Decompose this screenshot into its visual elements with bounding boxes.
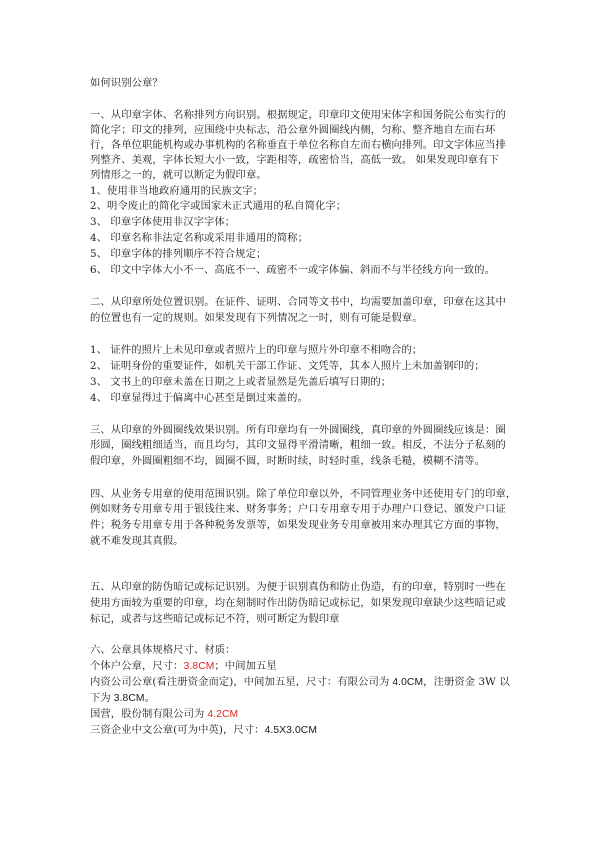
section4-line: 例如财务专用章专用于银钱往来、财务事务；户口专用章专用于办理户口登记、颁发户口证 — [90, 503, 506, 515]
spec-line-domestic-cont — [90, 691, 155, 706]
spec-size: 4.5X3.0CM — [264, 725, 318, 736]
spec-note: ，注册资金 3W 以 — [423, 676, 510, 688]
spec-label: 国营，股份制有限公司为 — [90, 708, 205, 720]
section5-line: 五、从印章的防伪暗记或标记识别。为便于识别真伪和防止伪造，有的印章，特别时一些在 — [90, 581, 506, 593]
spec-label: 个体户公章，尺寸： — [90, 660, 184, 672]
document-page — [90, 0, 518, 850]
section2-line: 二、从印章所处位置识别。在证件、证明、合同等文书中，均需要加盖印章，印章在这其中 — [90, 296, 506, 308]
spec-size: 4.0CM — [389, 677, 424, 688]
spec-note: 。 — [144, 692, 155, 704]
section2-list-item: 2、 证明身份的重要证件，如机关干部工作证、文凭等，其本人照片上未加盖钢印的； — [90, 360, 485, 372]
section1-line: 行，各单位职能机构或办事机构的名称垂直于单位名称自左而右横向排列。印文字体应当排 — [90, 139, 506, 151]
section1-line: 一、从印章字体、名称排列方向识别。根据规定，印章印文使用宋体字和国务院公布实行的 — [90, 109, 506, 121]
section2-list-item: 1、 证件的照片上未见印章或者照片上的印章与照片外印章不相吻合的； — [90, 344, 423, 356]
section1-line: 列情形之一的，就可以断定为假印章。 — [90, 169, 267, 181]
spec-label: 内资公司公章(看注册资金而定)，中间加五星，尺寸：有限公司为 — [90, 676, 390, 688]
section1-list-item: 2、明令废止的简化字或国家未正式通用的私自简化字； — [90, 200, 347, 212]
section2-list-item: 4、 印章显得过于偏离中心甚至是倒过来盖的。 — [90, 392, 308, 404]
spec-label: 三资企业中文公章(可为中英)，尺寸： — [90, 724, 265, 736]
section6-heading: 六、公章具体规格尺寸、材质： — [90, 644, 236, 656]
spec-label: 下为 — [90, 692, 111, 704]
spec-line-foreign — [90, 723, 317, 738]
spec-line-state-owned — [90, 707, 238, 722]
spec-note: ；中间加五星 — [214, 660, 277, 672]
document-title: 如何识别公章？ — [90, 77, 163, 89]
section5-line: 使用方面较为重要的印章，均在刻制时作出防伪暗记或标记，如果发现印章缺少这些暗记或 — [90, 597, 506, 609]
spec-line-individual — [90, 659, 277, 674]
section4-line: 件；税务专用章专用于各种税务发票等，如果发现业务专用章被用来办理其它方面的事物， — [90, 519, 506, 531]
section1-line: 简化字；印文的排列，应围绕中央标志，沿公章外圆圈线内侧，匀称、整齐地自左而右环 — [90, 124, 496, 136]
section1-list-item: 4、 印章名称非法定名称或采用非通用的简称； — [90, 232, 308, 244]
spec-size: 3.8CM — [110, 693, 145, 704]
section1-list-item: 1、使用非当地政府通用的民族文字； — [90, 185, 264, 197]
section1-list-item: 5、 印章字体的排列顺序不符合规定； — [90, 248, 267, 260]
section3-line: 假印章，外圆圈粗细不均，圆圈不圆，时断时续，时轻时重，线条毛糙，模糊不清等。 — [90, 455, 486, 467]
spec-size-highlight: 4.2CM — [204, 709, 239, 720]
section1-list-item: 3、 印章字体使用非汉字字体； — [90, 216, 236, 228]
section4-line: 四、从业务专用章的使用范围识别。除了单位印章以外，不同管理业务中还使用专门的印章， — [90, 488, 517, 500]
spec-line-domestic — [90, 675, 510, 690]
section4-line: 就不难发现其真假。 — [90, 535, 184, 547]
section5-line: 标记，或者与这些暗记或标记不符，则可断定为假印章 — [90, 613, 340, 625]
section3-line: 形圆，圈线粗细适当，而且均匀，其印文显得平滑清晰，粗细一致。相反，不法分子私刻的 — [90, 439, 506, 451]
section1-list-item: 6、 印文中字体大小不一、高底不一、疏密不一或字体偏、斜而不与半径线方向一致的。 — [90, 264, 496, 276]
section3-line: 三、从印章的外圆圈线效果识别。所有印章均有一外圆圈线，真印章的外圆圈线应该是：圈 — [90, 424, 506, 436]
section2-line: 的位置也有一定的规则。如果发现有下列情况之一时，则有可能是假章。 — [90, 312, 423, 324]
spec-size-highlight: 3.8CM — [183, 661, 215, 672]
section1-line: 列整齐、美观，字体长短大小一致，字距相等，疏密恰当，高低一致。 如果发现印章有下 — [90, 154, 499, 166]
section2-list-item: 3、 文书上的印章未盖在日期之上或者显然是先盖后填写日期的； — [90, 376, 392, 388]
